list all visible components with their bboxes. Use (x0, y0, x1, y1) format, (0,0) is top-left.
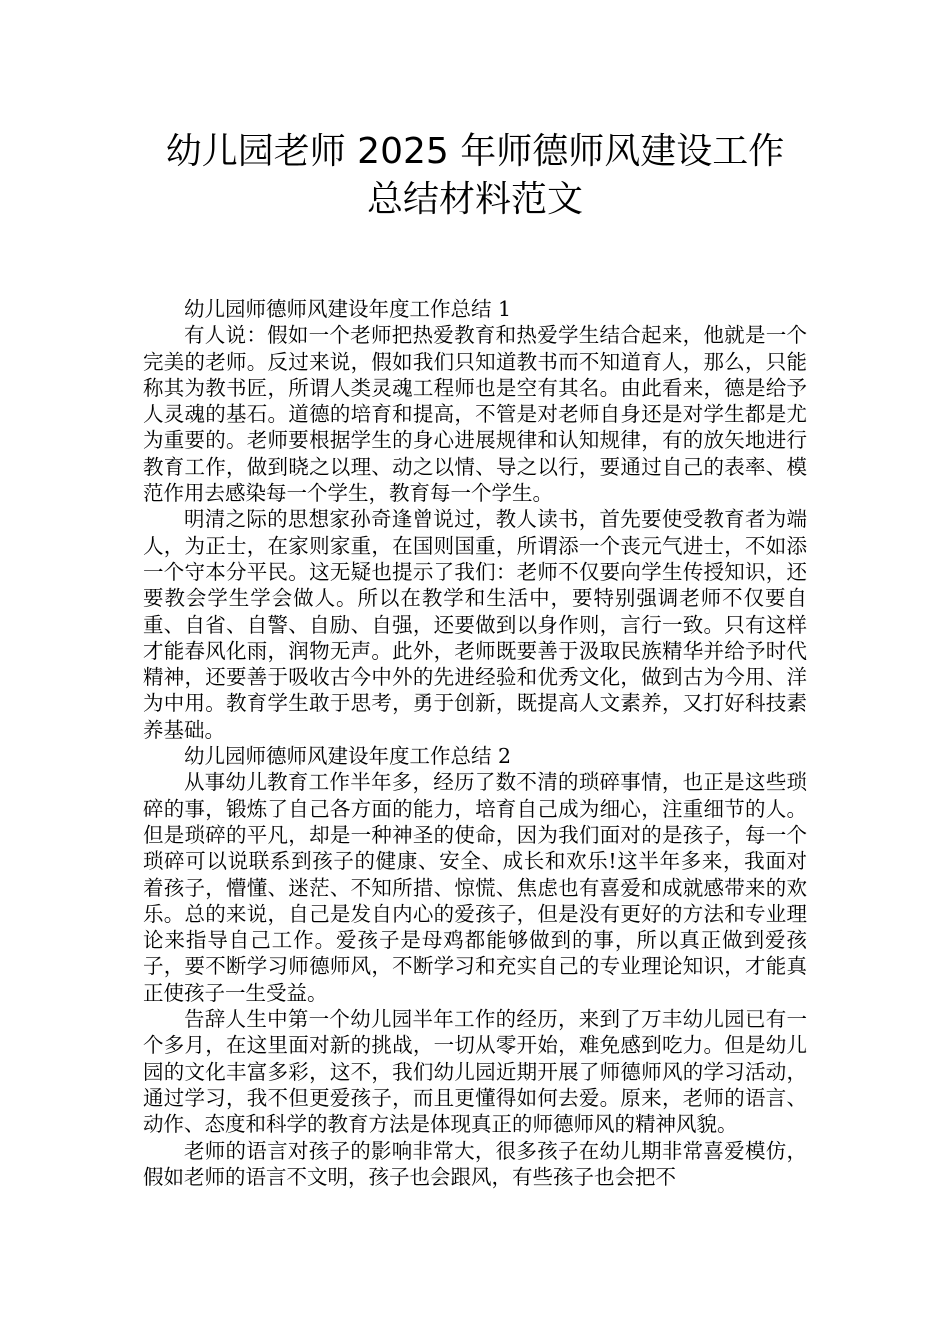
section-heading-1: 幼儿园师德师风建设年度工作总结 1 (184, 297, 512, 321)
document-body (143, 296, 807, 1190)
paragraph: 明清之际的思想家孙奇逢曾说过，教人读书，首先要使受教育者为端人，为正士，在家则家重，在国则国重，所谓添一个丧元气进士，不如添一个守本分平民。这无疑也提示了我们：老师不仅要向学生传授知识，还要教会学生学会做人。所以在教学和生活中，要特别强调老师不仅要自重、自省、自警、自励、自强，还要做到以身作则，言行一致。只有这样才能春风化雨，润物无声。此外，老师既要善于汲取民族精华并给予时代精神，还要善于吸收古今中外的先进经验和优秀文化，做到古为今用、洋为中用。教育学生敢于思考，勇于创新，既提高人文素养，又打好科技素养基础。 (143, 507, 807, 742)
paragraph: 有人说：假如一个老师把热爱教育和热爱学生结合起来，他就是一个完美的老师。反过来说，假如我们只知道教书而不知道育人，那么，只能称其为教书匠，所谓人类灵魂工程师也是空有其名。由此看来，德是给予人灵魂的基石。道德的培育和提高，不管是对老师自身还是对学生都是尤为重要的。老师要根据学生的身心进展规律和认知规律，有的放矢地进行教育工作，做到晓之以理、动之以情、导之以行，要通过自己的表率、模范作用去感染每一个学生，教育每一个学生。 (143, 323, 807, 506)
paragraph: 从事幼儿教育工作半年多，经历了数不清的琐碎事情，也正是这些琐碎的事，锻炼了自己各方面的能力，培育自己成为细心，注重细节的人。但是琐碎的平凡，却是一种神圣的使命，因为我们面对的是孩子，每一个琐碎可以说联系到孩子的健康、安全、成长和欢乐!这半年多来，我面对着孩子，懵懂、迷茫、不知所措、惊慌、焦虑也有喜爱和成就感带来的欢乐。总的来说，自己是发自内心的爱孩子，但是没有更好的方法和专业理论来指导自己工作。爱孩子是母鸡都能够做到的事，所以真正做到爱孩子，要不断学习师德师风，不断学习和充实自己的专业理论知识，才能真正使孩子一生受益。 (143, 770, 807, 1005)
paragraph: 告辞人生中第一个幼儿园半年工作的经历，来到了万丰幼儿园已有一个多月，在这里面对新的挑战，一切从零开始，难免感到吃力。但是幼儿园的文化丰富多彩，这不，我们幼儿园近期开展了师德师风的学习活动，通过学习，我不但更爱孩子，而且更懂得如何去爱。原来，老师的语言、动作、态度和科学的教育方法是体现真正的师德师风的精神风貌。 (143, 1007, 807, 1137)
section-heading-2: 幼儿园师德师风建设年度工作总结 2 (184, 744, 512, 769)
paragraph: 老师的语言对孩子的影响非常大，很多孩子在幼儿期非常喜爱模仿，假如老师的语言不文明，孩子也会跟风，有些孩子也会把不 (143, 1138, 807, 1189)
document-title (80, 128, 870, 224)
title-line-2: 总结材料范文 (366, 179, 583, 220)
title-line-1: 幼儿园老师 2025 年师德师风建设工作 (165, 131, 785, 172)
